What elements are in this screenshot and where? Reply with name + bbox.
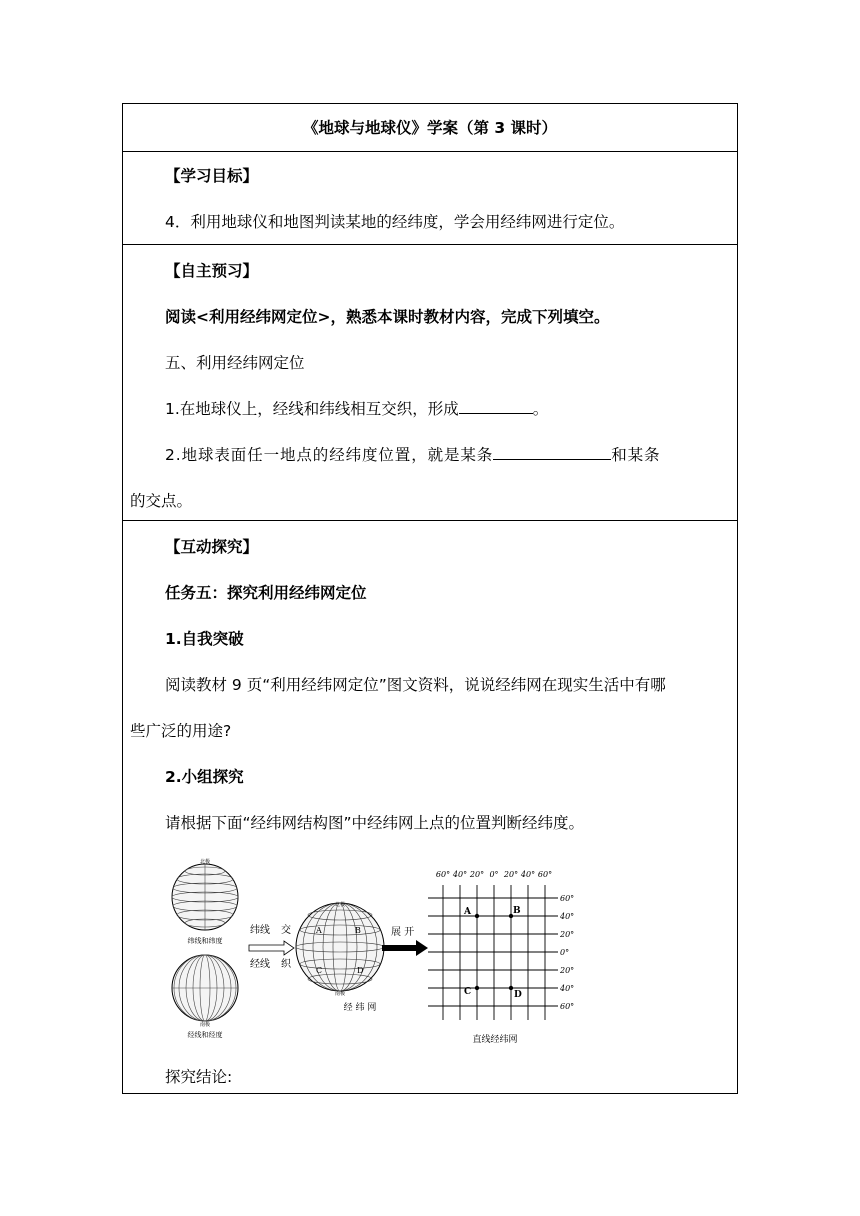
answer-blank-1[interactable] — [459, 413, 533, 414]
task-title: 任务五：探究利用经纬网定位 — [165, 584, 367, 602]
arrow1-label-bottom-left: 经线 — [250, 959, 270, 970]
globe3-point-b: B — [355, 926, 361, 935]
arrow1-label-top-left: 纬线 — [250, 925, 270, 936]
question-2-text: 2.地球表面任一地点的经纬度位置，就是某条 — [165, 446, 494, 464]
inquiry-heading: 【互动探究】 — [165, 538, 259, 556]
globe3-point-a: A — [316, 926, 322, 935]
question-1 — [165, 399, 548, 419]
step-1-text-line2: 些广泛的用途? — [130, 722, 232, 740]
page-title: 《地球与地球仪》学案（第 3 课时） — [302, 119, 558, 137]
longitude-label: 20° — [469, 870, 485, 879]
longitude-label: 0° — [489, 870, 499, 879]
globe3-south-label: 南极 — [334, 991, 346, 997]
arrow1-label-top-right: 交 — [281, 925, 291, 936]
grid-point-c — [475, 986, 479, 990]
latitude-label: 0° — [560, 948, 570, 957]
grid-label-a: A — [464, 907, 471, 917]
latitude-label: 60° — [560, 1002, 575, 1011]
step-1-text-line1: 阅读教材 9 页“利用经纬网定位”图文资料，说说经纬网在现实生活中有哪 — [165, 676, 666, 694]
latitude-label: 20° — [560, 930, 575, 939]
longitude-label: 60° — [537, 870, 553, 879]
globe3-caption: 经 纬 网 — [343, 1003, 377, 1013]
unfold-arrow — [382, 926, 428, 956]
preview-subheading: 五、利用经纬网定位 — [165, 354, 305, 372]
latitude-label: 40° — [560, 984, 575, 993]
arrow1-label-bottom-right: 织 — [281, 959, 291, 970]
parallels-globe — [172, 858, 238, 945]
self-preview-heading: 【自主预习】 — [165, 262, 259, 280]
interweave-arrow — [249, 923, 294, 970]
globe2-caption: 经线和经度 — [187, 1031, 223, 1039]
learning-goals-section — [123, 152, 737, 245]
question-2-line2: 的交点。 — [130, 492, 193, 510]
globe1-north-label: 北极 — [199, 859, 211, 865]
grid-label-b: B — [513, 906, 521, 916]
globe1-caption: 纬线和纬度 — [187, 937, 223, 945]
step-2-title: 2.小组探究 — [165, 768, 244, 786]
globe2-south-label: 南极 — [199, 1022, 211, 1028]
arrow2-label: 展 开 — [391, 927, 415, 938]
question-1-text: 1.在地球仪上，经线和纬线相互交织，形成 — [165, 400, 459, 418]
learning-goals-heading: 【学习目标】 — [165, 167, 259, 185]
graticule-structure-figure — [160, 855, 580, 1050]
graticule-globe — [296, 901, 384, 1013]
globe3-north-label: 北极 — [334, 902, 346, 908]
latitude-label: 20° — [560, 966, 575, 975]
flat-graticule — [428, 870, 574, 1045]
question-2-mid: 和某条 — [611, 446, 661, 464]
grid-caption: 直线经纬网 — [472, 1035, 518, 1045]
answer-blank-2[interactable] — [493, 459, 611, 460]
title-row — [123, 104, 737, 152]
latitude-label: 40° — [560, 912, 575, 921]
longitude-label: 40° — [520, 870, 536, 879]
learning-goal-text: 4．利用地球仪和地图判读某地的经纬度，学会用经纬网进行定位。 — [165, 213, 625, 231]
grid-point-d — [509, 986, 513, 990]
longitude-label: 20° — [503, 870, 519, 879]
self-preview-section — [123, 245, 737, 521]
preview-instruction: 阅读<利用经纬网定位>，熟悉本课时教材内容，完成下列填空。 — [165, 308, 610, 326]
question-2 — [165, 445, 660, 465]
globe3-point-d: D — [357, 966, 364, 975]
step-1-title: 1.自我突破 — [165, 630, 244, 648]
question-1-end: 。 — [532, 400, 549, 418]
globe3-point-c: C — [316, 966, 323, 975]
longitude-label: 40° — [452, 870, 468, 879]
conclusion-label: 探究结论: — [165, 1068, 233, 1086]
grid-point-a — [475, 914, 479, 918]
longitude-label: 60° — [435, 870, 451, 879]
step-2-text: 请根据下面“经纬网结构图”中经纬网上点的位置判断经纬度。 — [165, 814, 585, 832]
grid-label-d: D — [514, 990, 522, 1000]
meridians-globe — [172, 955, 238, 1039]
grid-label-c: C — [464, 987, 472, 997]
latitude-label: 60° — [560, 894, 575, 903]
